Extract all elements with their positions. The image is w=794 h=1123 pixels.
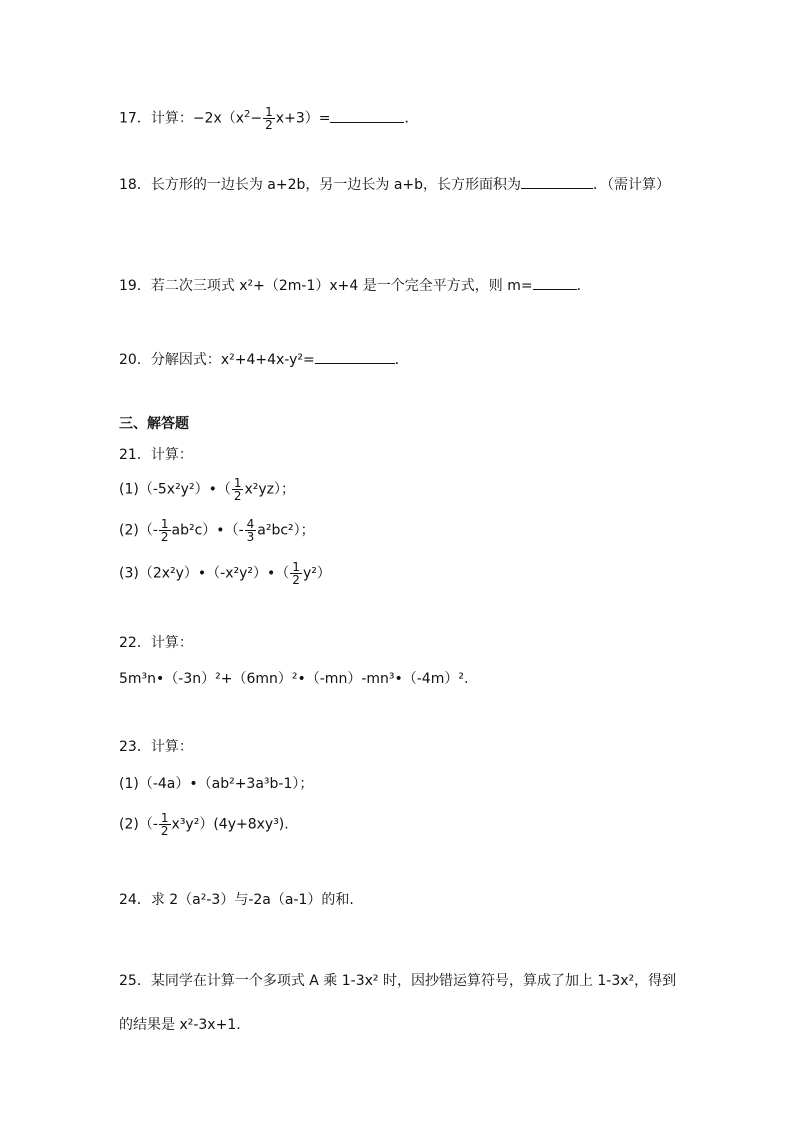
q21-part-3	[119, 561, 331, 586]
q17-expr-b: x+3）=	[275, 110, 331, 127]
q19-end: ．	[576, 278, 591, 294]
q21-part-1	[119, 477, 295, 502]
question-25: 25．某同学在计算一个多项式 A 乘 1-3x² 时，因抄错运算符号，算成了加上 1-3x²，得到的结果是 x²-3x+1.	[119, 973, 677, 1033]
q23-p2-den: 2	[160, 824, 169, 838]
question-24: 24．求 2（a²-3）与-2a（a-1）的和.	[119, 892, 354, 908]
q17-end: ．	[404, 110, 419, 127]
q23-part-1: (1)（-4a）•（ab²+3a³b-1）；	[119, 776, 314, 792]
q18-answer-blank[interactable]	[521, 174, 593, 189]
q23-p2-a: (2)（-	[119, 816, 158, 833]
q21-p1-b: x²yz）；	[244, 481, 296, 498]
q21-p2-num2: 4	[246, 517, 255, 531]
q17-frac-den: 2	[265, 118, 273, 133]
q21-p2-a: (2)（-	[119, 522, 158, 539]
q21-p2-fraction-2	[245, 518, 257, 543]
q21-p3-den: 2	[292, 573, 300, 587]
q21-p3-a: (3)（2x²y）•（-x²y²）•（	[119, 565, 290, 582]
q17-sup: 2	[244, 109, 251, 120]
q19-answer-blank[interactable]	[533, 275, 577, 290]
q21-p3-b: y²）	[302, 565, 331, 582]
q21-p2-c: a²bc²）；	[257, 522, 315, 539]
q18-text-b: ．（需计算）	[593, 177, 671, 193]
q19-text: 19．若二次三项式 x²+（2m-1）x+4 是一个完全平方式，则 m=	[119, 278, 533, 294]
q21-p2-den1: 2	[160, 530, 169, 544]
q23-title: 23．计算：	[119, 739, 193, 755]
question-18	[119, 170, 679, 200]
q23-p2-b: x³y²）(4y+8xy³).	[171, 816, 289, 833]
q20-end: ．	[394, 352, 409, 368]
q20-answer-blank[interactable]	[315, 349, 395, 364]
q21-p2-fraction-1	[159, 518, 171, 543]
q21-p1-num: 1	[233, 476, 242, 490]
q21-p1-a: (1)（-5x²y²）•（	[119, 481, 231, 498]
q21-p3-fraction	[290, 561, 302, 586]
q17-expr-a: −2x（x	[192, 110, 245, 127]
q22-title: 22．计算：	[119, 635, 193, 651]
q21-p3-num: 1	[292, 560, 300, 574]
section-title: 三、解答题	[119, 416, 189, 432]
q20-text: 20．分解因式：x²+4+4x-y²=	[119, 352, 315, 368]
q21-p2-den2: 3	[246, 530, 255, 544]
q17-label: 17．计算：	[119, 110, 193, 127]
question-17	[119, 105, 418, 131]
q23-part-2	[119, 812, 289, 837]
q21-title: 21．计算：	[119, 447, 193, 463]
q21-p2-b: ab²c）•（-	[171, 522, 244, 539]
q21-p2-num1: 1	[160, 517, 169, 531]
q21-p1-den: 2	[233, 489, 242, 503]
question-20	[119, 349, 409, 370]
q18-text-a: 18．长方形的一边长为 a+2b，另一边长为 a+b，长方形面积为	[119, 177, 522, 193]
q21-part-2	[119, 518, 315, 543]
q17-minus: −	[250, 110, 263, 127]
q17-fraction	[263, 106, 275, 131]
q23-p2-fraction	[159, 812, 171, 837]
q17-answer-blank[interactable]	[330, 108, 404, 123]
q21-p1-fraction	[232, 477, 244, 502]
q22-expression: 5m³n•（-3n）²+（6mn）²•（-mn）-mn³•（-4m）².	[119, 671, 469, 687]
q17-frac-num: 1	[265, 105, 273, 120]
question-19	[119, 275, 591, 296]
q23-p2-num: 1	[160, 811, 169, 825]
